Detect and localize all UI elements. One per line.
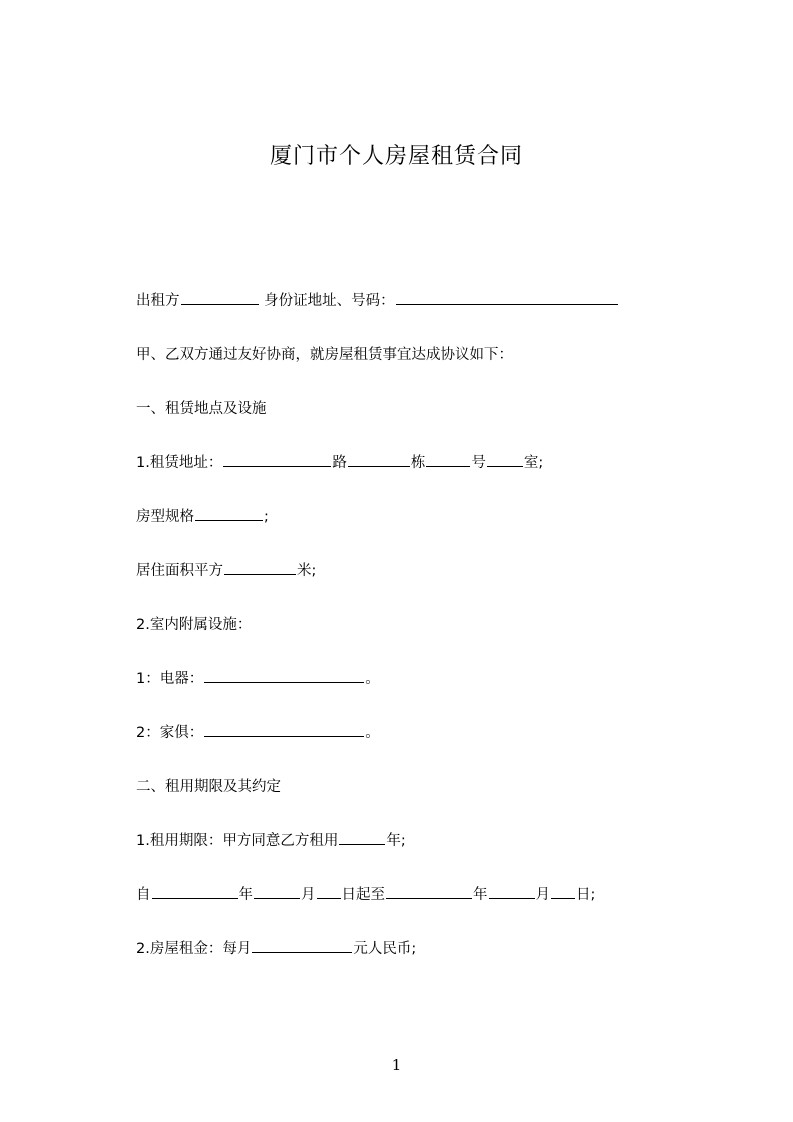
number-blank <box>487 452 523 467</box>
lessor-id-blank <box>396 290 618 305</box>
furniture-label: 2：家俱： <box>136 725 204 741</box>
address-road: 路 <box>332 455 347 471</box>
term-unit: 年; <box>386 833 406 849</box>
rent-line <box>136 938 416 960</box>
intro-line: 甲、乙双方通过友好协商，就房屋租赁事宜达成协议如下： <box>136 347 513 363</box>
rent-blank <box>252 938 352 953</box>
rent-unit: 元人民币; <box>353 941 417 957</box>
lessor-line <box>136 290 619 312</box>
period-year1: 年 <box>238 887 253 903</box>
section1-heading: 一、租赁地点及设施 <box>136 401 267 417</box>
address-building: 栋 <box>410 455 426 471</box>
document-title: 厦门市个人房屋租赁合同 <box>269 144 523 169</box>
lessor-name-blank <box>181 290 259 305</box>
area-blank <box>224 560 296 575</box>
end-day-blank <box>551 884 575 899</box>
period-line <box>136 884 595 906</box>
layout-line <box>136 506 269 528</box>
area-line <box>136 560 316 582</box>
furniture-line <box>136 722 380 744</box>
appliances-label: 1：电器： <box>136 671 204 687</box>
layout-blank <box>195 506 263 521</box>
period-month2: 月 <box>535 887 550 903</box>
lessor-id-label: 身份证地址、号码： <box>264 293 395 309</box>
rent-label: 2.房屋租金：每月 <box>136 941 252 957</box>
area-unit: 米; <box>297 563 317 579</box>
period-day2: 日; <box>576 887 596 903</box>
period-day-to: 日起至 <box>341 887 385 903</box>
appliances-line <box>136 668 380 690</box>
furniture-end: 。 <box>365 725 380 741</box>
appliances-end: 。 <box>365 671 380 687</box>
layout-end: ; <box>264 509 269 525</box>
end-month-blank <box>489 884 535 899</box>
start-month-blank <box>254 884 300 899</box>
facilities-heading: 2.室内附属设施： <box>136 617 252 633</box>
building-blank <box>426 452 470 467</box>
page-number: 1 <box>391 1056 402 1074</box>
address-number: 号 <box>471 455 486 471</box>
end-year-blank <box>386 884 472 899</box>
road-blank <box>348 452 410 467</box>
address-blank <box>223 452 331 467</box>
address-line <box>136 452 543 474</box>
furniture-blank <box>204 722 364 737</box>
appliances-blank <box>204 668 364 683</box>
period-year2: 年 <box>473 887 488 903</box>
start-year-blank <box>152 884 238 899</box>
address-label: 1.租赁地址： <box>136 455 223 471</box>
period-from: 自 <box>136 887 151 903</box>
term-line <box>136 830 406 852</box>
term-blank <box>339 830 385 845</box>
start-day-blank <box>317 884 341 899</box>
lessor-label: 出租方 <box>136 293 180 309</box>
layout-label: 房型规格 <box>136 509 194 525</box>
area-label: 居住面积平方 <box>136 563 223 579</box>
section2-heading: 二、租用期限及其约定 <box>136 779 281 795</box>
period-month1: 月 <box>301 887 316 903</box>
term-label: 1.租用期限：甲方同意乙方租用 <box>136 833 339 849</box>
address-room: 室; <box>523 455 544 471</box>
